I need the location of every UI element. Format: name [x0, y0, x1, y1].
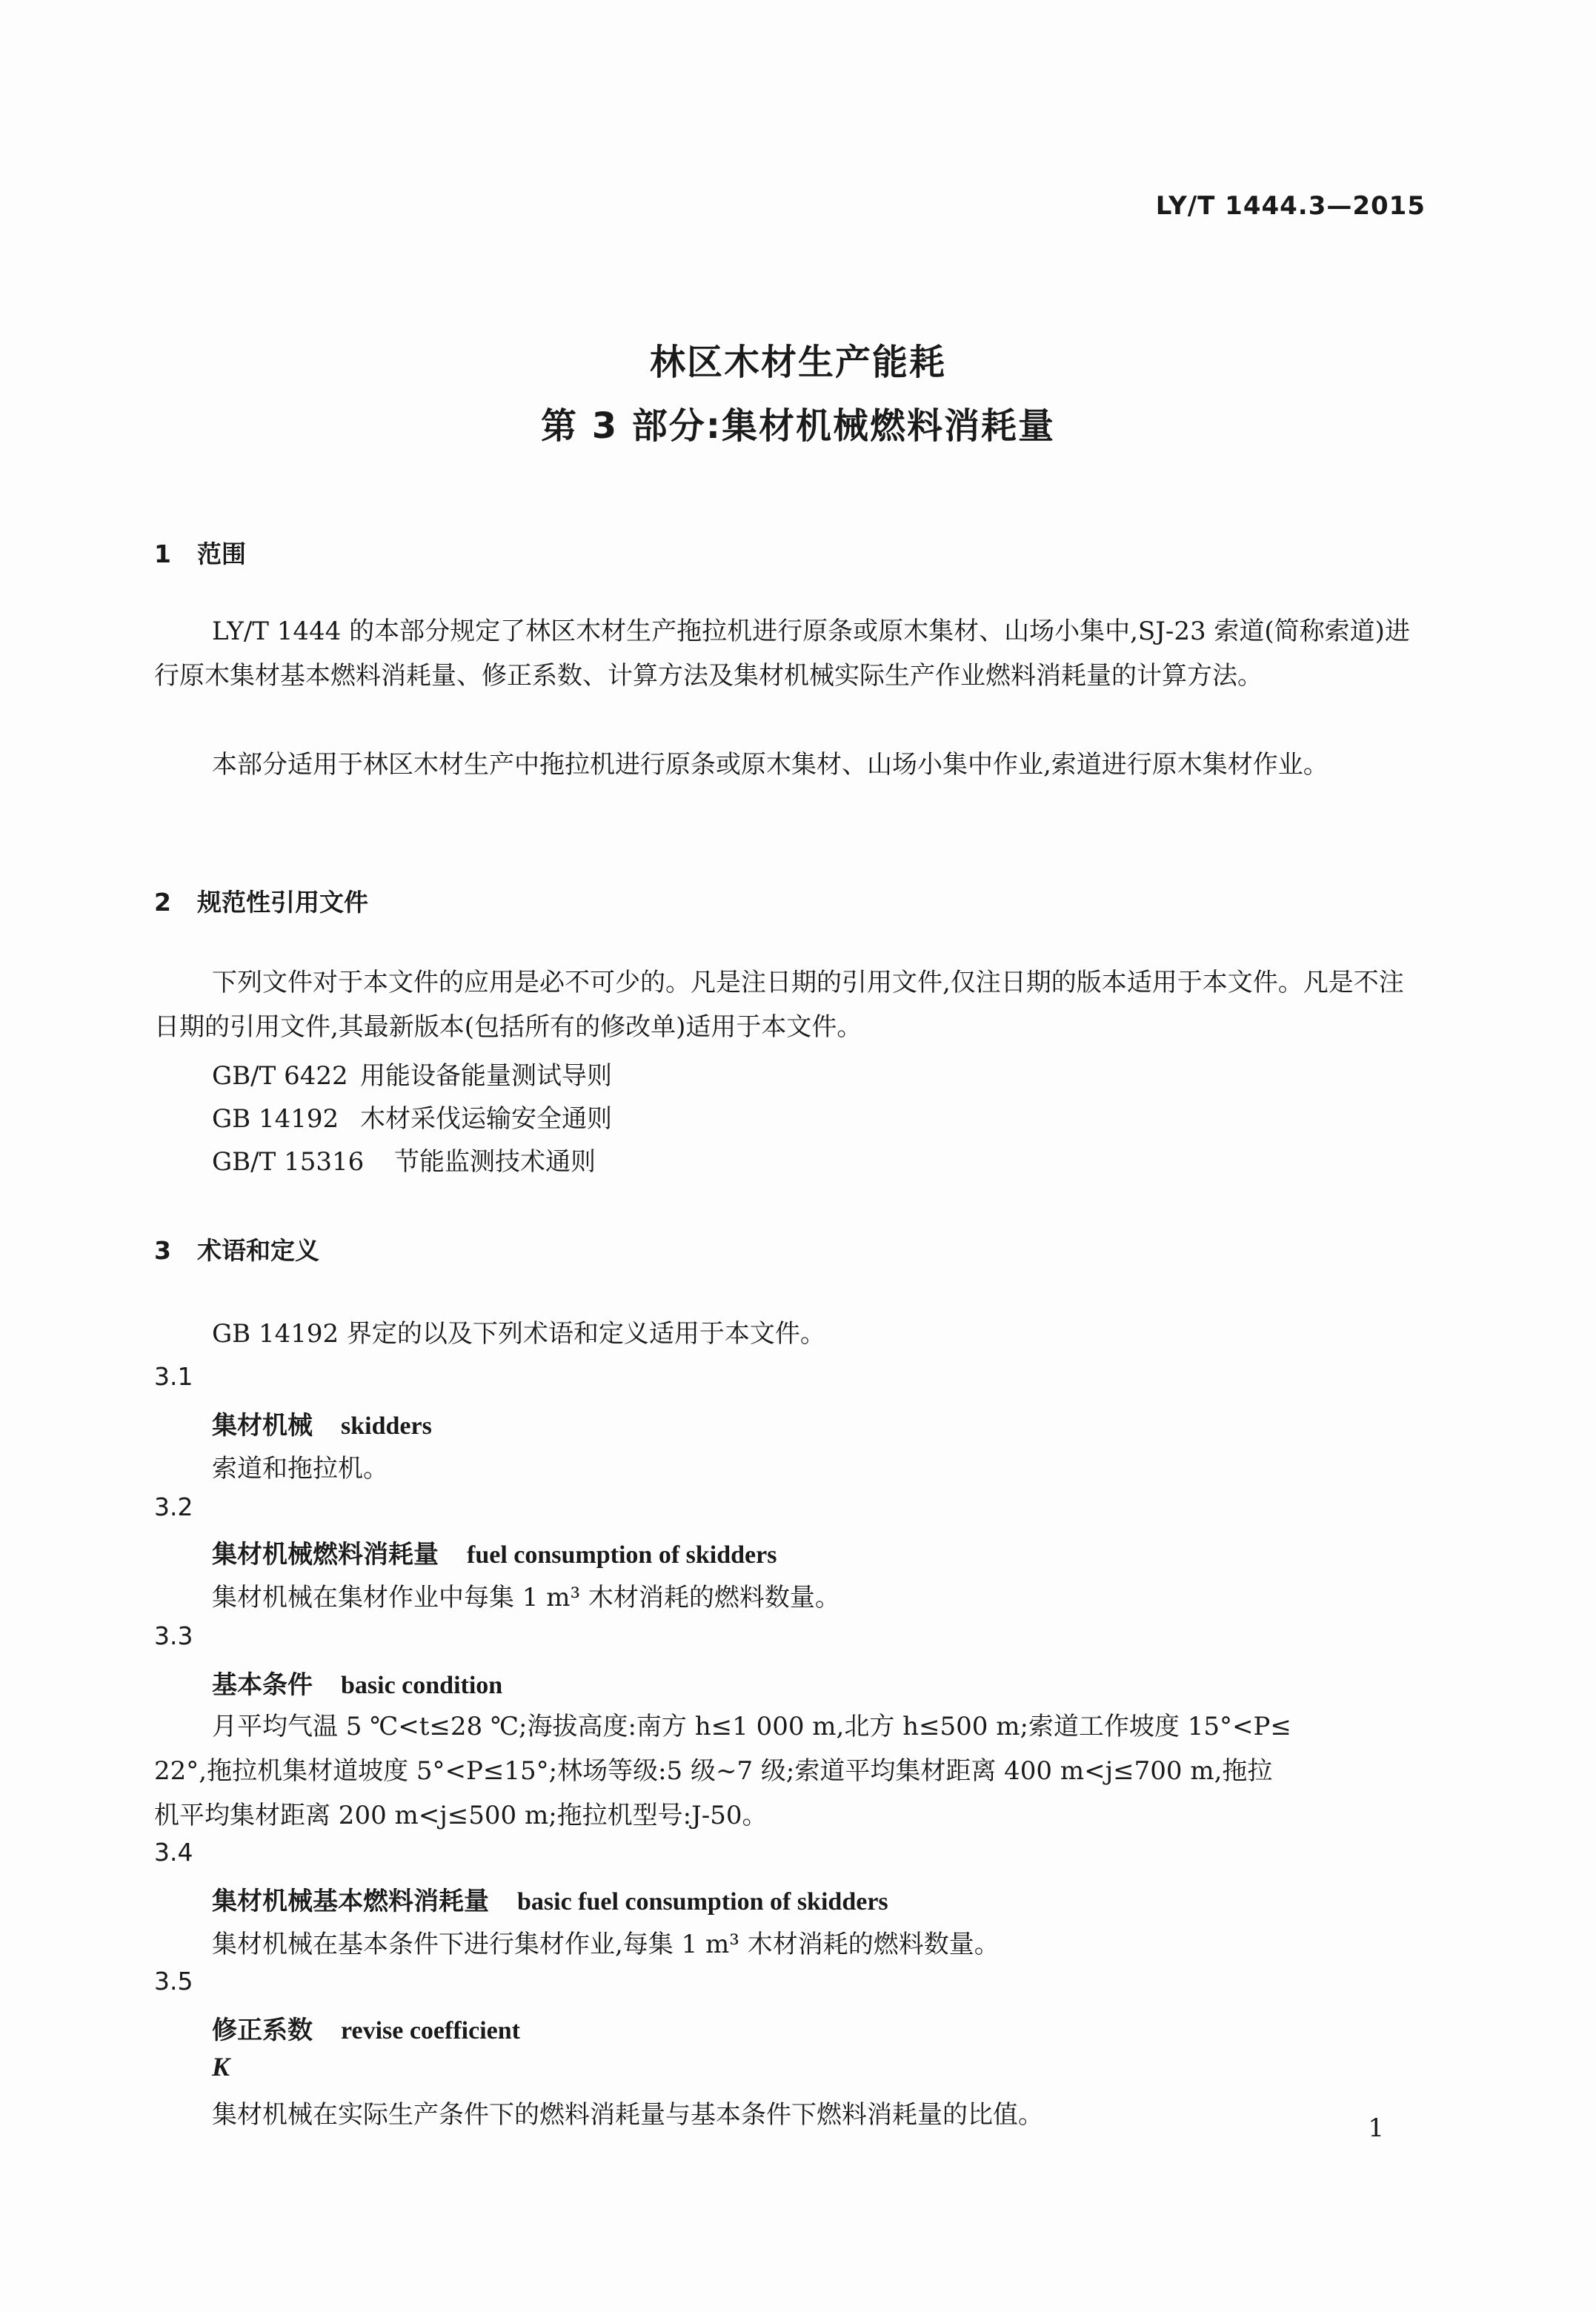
term-en: revise coefficient: [341, 2017, 520, 2044]
normative-reference: [212, 1098, 612, 1135]
clause-number: 3.1: [154, 1362, 193, 1391]
term-en: basic condition: [341, 1672, 503, 1699]
document-title-line1: 林区木材生产能耗: [649, 342, 946, 383]
term-zh: 集材机械燃料消耗量: [212, 1540, 439, 1569]
section-number: 3: [154, 1236, 171, 1265]
term-entry: [212, 1881, 888, 1917]
paragraph-text: LY/T 1444 的本部分规定了林区木材生产拖拉机进行原条或原木集材、山场小集中,SJ-23 索道(简称索道)进行原木集材基本燃料消耗量、修正系数、计算方法及集材机械实际生产作业燃料消耗量的计算方法。: [154, 617, 1410, 691]
term-zh: 修正系数: [212, 2016, 313, 2045]
section-1-paragraph-1: [154, 609, 1429, 698]
reference-code: GB/T 6422: [212, 1061, 348, 1091]
term-en: fuel consumption of skidders: [467, 1541, 777, 1569]
section-3-heading: [154, 1232, 319, 1266]
reference-name: 用能设备能量测试导则: [360, 1061, 612, 1091]
reference-code: GB/T 15316: [212, 1147, 365, 1177]
term-en: skidders: [341, 1412, 432, 1440]
term-entry: [212, 1664, 502, 1701]
term-definition: 集材机械在实际生产条件下的燃料消耗量与基本条件下燃料消耗量的比值。: [212, 2100, 1043, 2130]
reference-code: GB 14192: [212, 1104, 339, 1134]
term-definition: 集材机械在基本条件下进行集材作业,每集 1 m³ 木材消耗的燃料数量。: [212, 1930, 1000, 1959]
standard-code: LY/T 1444.3—2015: [1155, 191, 1426, 221]
term-definition-line: 机平均集材距离 200 m<j≤500 m;拖拉机型号:J-50。: [154, 1801, 768, 1830]
clause-number: 3.3: [154, 1621, 193, 1650]
section-2-heading: [154, 883, 368, 918]
term-symbol: K: [212, 2052, 230, 2082]
term-zh: 集材机械: [212, 1411, 313, 1441]
term-definition: 索道和拖拉机。: [212, 1454, 388, 1484]
term-definition-line: 22°,拖拉机集材道坡度 5°<P≤15°;林场等级:5 级~7 级;索道平均集材距离 400 m<j≤700 m,拖拉: [154, 1756, 1273, 1786]
normative-reference: [212, 1055, 612, 1092]
section-number: 2: [154, 888, 171, 917]
section-title: 规范性引用文件: [197, 888, 368, 917]
clause-number: 3.2: [154, 1492, 193, 1521]
term-definition-line: 月平均气温 5 ℃<t≤28 ℃;海拔高度:南方 h≤1 000 m,北方 h≤500 m;索道工作坡度 15°<P≤: [212, 1712, 1291, 1741]
section-3-intro: GB 14192 界定的以及下列术语和定义适用于本文件。: [212, 1319, 825, 1349]
term-zh: 集材机械基本燃料消耗量: [212, 1887, 489, 1916]
clause-number: 3.4: [154, 1838, 193, 1867]
term-en: basic fuel consumption of skidders: [517, 1888, 888, 1916]
term-zh: 基本条件: [212, 1670, 313, 1700]
term-entry: [212, 1534, 777, 1570]
term-definition: 集材机械在集材作业中每集 1 m³ 木材消耗的燃料数量。: [212, 1583, 840, 1612]
section-title: 范围: [197, 539, 246, 568]
section-title: 术语和定义: [197, 1236, 319, 1265]
paragraph-text: 本部分适用于林区木材生产中拖拉机进行原条或原木集材、山场小集中作业,索道进行原木集材作业。: [212, 750, 1329, 780]
term-entry: [212, 1405, 432, 1441]
paragraph-text: 下列文件对于本文件的应用是必不可少的。凡是注日期的引用文件,仅注日期的版本适用于本文件。凡是不注日期的引用文件,其最新版本(包括所有的修改单)适用于本文件。: [154, 968, 1404, 1042]
page-number: 1: [1368, 2113, 1384, 2143]
clause-number: 3.5: [154, 1967, 193, 1996]
reference-name: 节能监测技术通则: [394, 1147, 596, 1177]
document-title-line2: 第 3 部分:集材机械燃料消耗量: [540, 405, 1056, 447]
section-2-paragraph-1: [154, 960, 1429, 1049]
reference-name: 木材采伐运输安全通则: [360, 1104, 612, 1134]
term-entry: [212, 2010, 520, 2046]
section-number: 1: [154, 539, 171, 568]
section-1-paragraph-2: [154, 743, 1429, 787]
normative-reference: [212, 1141, 596, 1177]
section-1-heading: [154, 535, 246, 570]
